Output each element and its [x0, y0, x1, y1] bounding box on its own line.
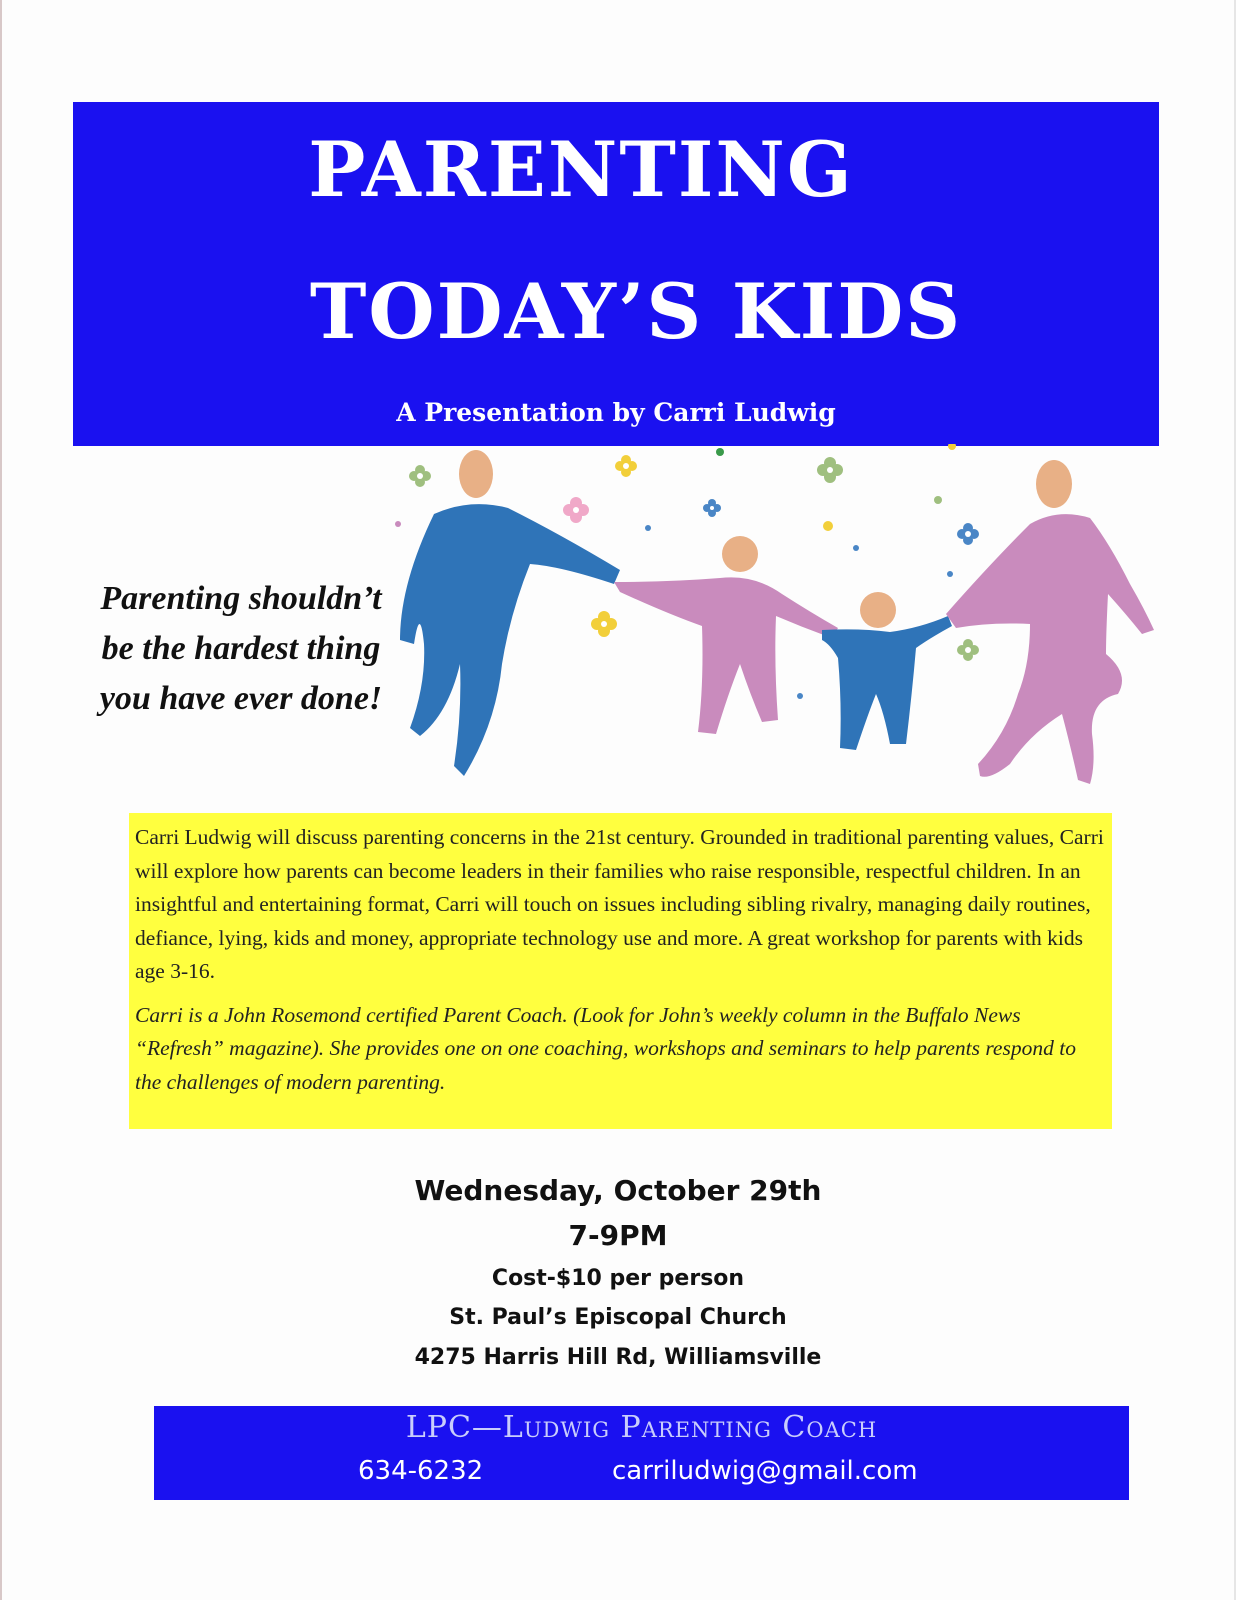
- email-address[interactable]: carriludwig@gmail.com: [612, 1456, 918, 1486]
- title-banner: [73, 102, 1159, 446]
- family-illustration: [390, 444, 1170, 804]
- title-line-1: PARENTING: [308, 125, 854, 214]
- phone-number[interactable]: 634-6232: [358, 1456, 484, 1486]
- event-venue: St. Paul’s Episcopal Church: [449, 1305, 787, 1330]
- tagline-line-3: you have ever done!: [99, 680, 383, 717]
- description-paragraph-1: Carri Ludwig will discuss parenting concerns in the 21st century. Grounded in traditional parenting values, Carri will explore how parents can become leaders in their families who raise responsible, respectful children. In an insightful and entertaining format, Carri will touch on issues including sibling rivalry, managing daily routines, defiance, lying, kids and money, appropriate technology use and more. A great workshop for parents with kids age 3-16.: [135, 825, 1104, 983]
- event-date: Wednesday, October 29th: [414, 1174, 822, 1207]
- older-child-figure: [614, 536, 838, 734]
- subtitle: A Presentation by Carri Ludwig: [396, 398, 836, 427]
- mother-figure: [946, 460, 1154, 784]
- tagline: [76, 574, 406, 724]
- description-box: [129, 813, 1112, 1129]
- event-cost: Cost-$10 per person: [491, 1266, 745, 1291]
- father-figure: [400, 450, 620, 776]
- contact-footer: [154, 1406, 1129, 1500]
- tagline-line-2: be the hardest thing: [101, 630, 381, 667]
- tagline-line-1: Parenting shouldn’t: [100, 580, 382, 617]
- event-time: 7-9PM: [568, 1219, 668, 1252]
- event-address: 4275 Harris Hill Rd, Williamsville: [414, 1345, 822, 1370]
- business-name: LPC—Ludwig Parenting Coach: [405, 1410, 878, 1445]
- younger-child-figure: [822, 592, 952, 750]
- title-line-2: TODAY’S KIDS: [309, 267, 963, 356]
- description-paragraph-2: Carri is a John Rosemond certified Parent Coach. (Look for John’s weekly column in the Buffalo News “Refresh” magazine). She provides one on one coaching, workshops and seminars to help parents respond to the challenges of modern parenting.: [135, 1002, 1076, 1094]
